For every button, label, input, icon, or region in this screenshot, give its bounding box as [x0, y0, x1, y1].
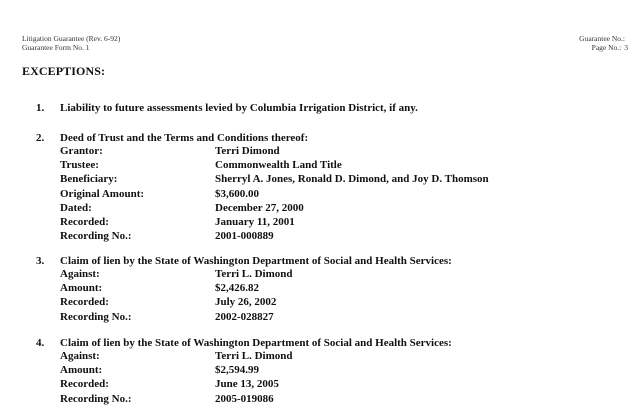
- field-value: 2002-028827: [215, 310, 274, 323]
- field-label: Recording No.:: [60, 392, 132, 405]
- field-label: Grantor:: [60, 145, 103, 157]
- field-row-grantor: [60, 144, 489, 158]
- field-row-against: [60, 267, 293, 281]
- field-value: $2,594.99: [215, 364, 259, 377]
- field-row-dated: [60, 201, 489, 215]
- field-row-recorded: [60, 215, 489, 229]
- field-label: Dated:: [60, 201, 92, 214]
- field-value: Terri L. Dimond: [215, 268, 293, 280]
- field-value: July 26, 2002: [215, 296, 277, 309]
- form-header-right: [579, 34, 628, 52]
- field-label: Beneficiary:: [60, 173, 118, 186]
- field-row-recording-no: [60, 229, 489, 243]
- field-label: Amount:: [60, 364, 103, 377]
- field-value: 2005-019086: [215, 392, 274, 405]
- field-label: Recorded:: [60, 296, 109, 309]
- item-4-fields: [60, 349, 293, 406]
- item-heading: Claim of lien by the State of Washington Department of Social and Health Services:: [60, 337, 452, 349]
- field-label: Against:: [60, 268, 100, 280]
- field-row-recorded: [60, 295, 293, 309]
- field-row-recorded: [60, 377, 293, 391]
- form-header-left: [22, 34, 120, 52]
- form-number: Guarantee Form No. 1: [22, 43, 90, 52]
- page-no-value: 3: [624, 43, 628, 52]
- field-row-recording-no: [60, 310, 293, 324]
- field-row-recording-no: [60, 392, 293, 406]
- field-row-amount: [60, 281, 293, 295]
- item-number: 1.: [36, 102, 45, 114]
- field-row-beneficiary: [60, 172, 489, 186]
- exception-item-3: [36, 254, 452, 268]
- item-heading: Liability to future assessments levied by Columbia Irrigation District, if any.: [60, 102, 418, 114]
- exception-item-1: [36, 101, 418, 115]
- item-2-fields: [60, 144, 489, 243]
- field-label: Recorded:: [60, 216, 109, 229]
- field-row-original-amount: [60, 187, 489, 201]
- field-label: Against:: [60, 350, 100, 362]
- exception-item-2: [36, 131, 308, 145]
- field-value: Sherryl A. Jones, Ronald D. Dimond, and Joy D. Thomson: [215, 173, 489, 186]
- field-label: Original Amount:: [60, 187, 145, 200]
- field-row-against: [60, 349, 293, 363]
- field-value: $3,600.00: [215, 187, 259, 200]
- page-no-label: Page No.:: [591, 43, 622, 52]
- field-label: Recording No.:: [60, 230, 132, 243]
- item-3-fields: [60, 267, 293, 324]
- exception-item-4: [36, 336, 452, 350]
- section-title: EXCEPTIONS:: [22, 64, 106, 78]
- item-number: 3.: [36, 255, 45, 267]
- field-label: Amount:: [60, 282, 103, 295]
- field-label: Recorded:: [60, 378, 109, 391]
- field-value: January 11, 2001: [215, 216, 295, 229]
- field-value: Terri L. Dimond: [215, 350, 293, 362]
- form-revision: Litigation Guarantee (Rev. 6-92): [22, 34, 121, 43]
- item-heading: Deed of Trust and the Terms and Conditions thereof:: [60, 132, 309, 144]
- field-row-amount: [60, 363, 293, 377]
- field-value: $2,426.82: [215, 282, 259, 295]
- field-label: Trustee:: [60, 159, 99, 172]
- field-row-trustee: [60, 158, 489, 172]
- field-value: Terri Dimond: [215, 145, 280, 157]
- item-heading: Claim of lien by the State of Washington Department of Social and Health Services:: [60, 255, 452, 267]
- field-label: Recording No.:: [60, 310, 132, 323]
- item-number: 2.: [36, 132, 45, 144]
- field-value: 2001-000889: [215, 230, 274, 243]
- item-number: 4.: [36, 337, 45, 349]
- guarantee-no-label: Guarantee No.:: [579, 34, 625, 43]
- field-value: June 13, 2005: [215, 378, 279, 391]
- field-value: December 27, 2000: [215, 201, 304, 214]
- field-value: Commonwealth Land Title: [215, 159, 342, 172]
